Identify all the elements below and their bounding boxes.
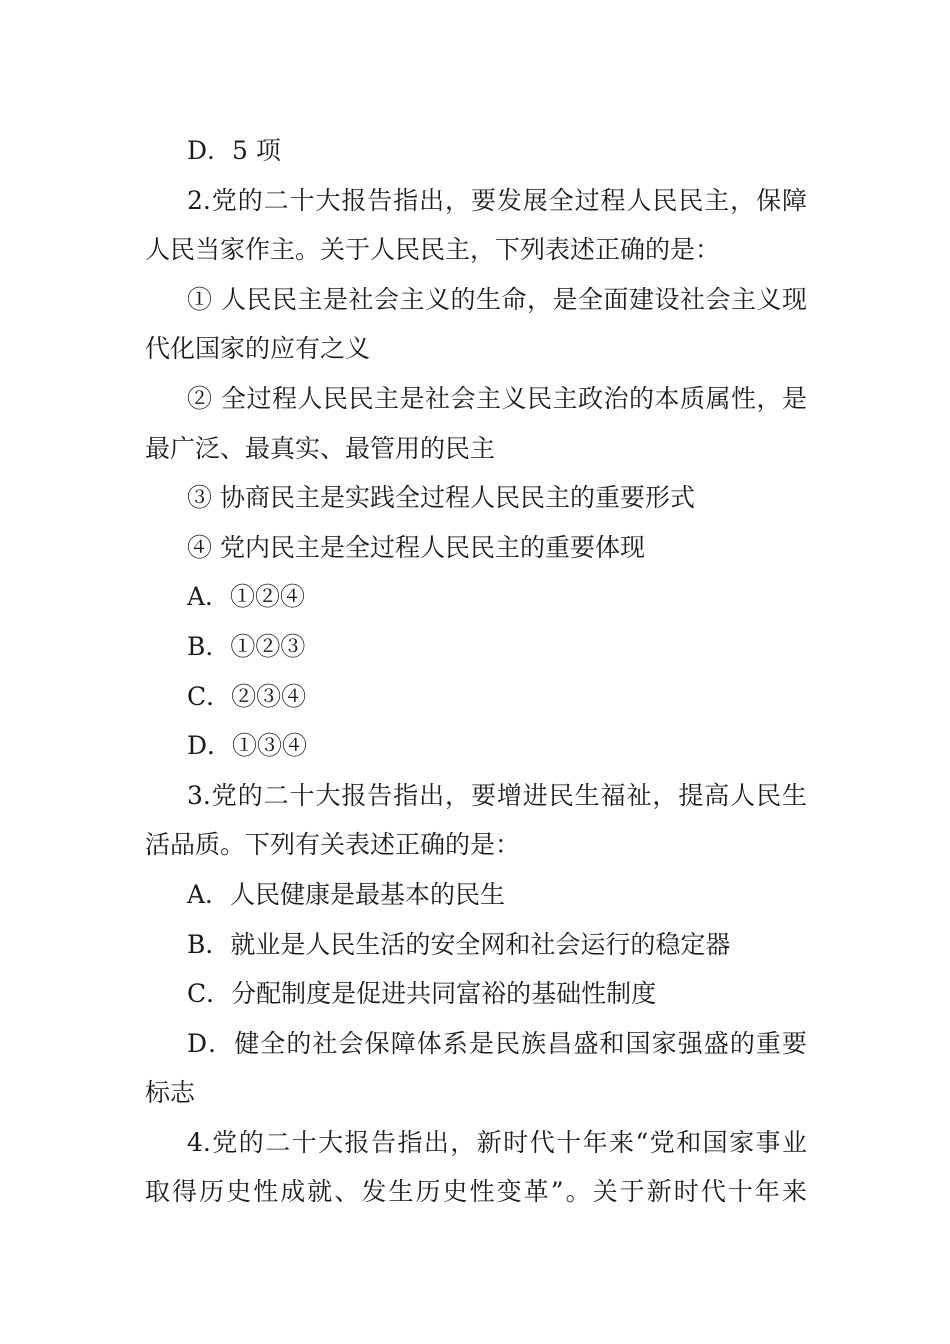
text-line: 人民当家作主。关于人民民主，下列表述正确的是： [145, 235, 721, 265]
text-line: D．①③④ [187, 731, 308, 761]
text-line: 3.党的二十大报告指出，要增进民生福祉，提高人民生 [187, 780, 807, 810]
text-line: ③ 协商民主是实践全过程人民民主的重要形式 [187, 483, 695, 513]
text-line: 取得历史性成就、发生历史性变革”。关于新时代十年来 [145, 1177, 807, 1207]
text-line: C．②③④ [187, 681, 307, 711]
text-line: 活品质。下列有关表述正确的是： [145, 830, 521, 860]
text-line: 代化国家的应有之义 [145, 334, 371, 364]
text-line: 4.党的二十大报告指出，新时代十年来“党和国家事业 [187, 1127, 807, 1157]
text-line: 标志 [145, 1078, 196, 1108]
text-line: ② 全过程人民民主是社会主义民主政治的本质属性，是 [187, 383, 807, 413]
text-line: D．5 项 [187, 136, 281, 165]
text-line: 2.党的二十大报告指出，要发展全过程人民民主，保障 [187, 185, 807, 215]
text-line: D．健全的社会保障体系是民族昌盛和国家强盛的重要 [187, 1028, 807, 1058]
document-body [145, 126, 807, 1217]
text-line: 最广泛、最真实、最管用的民主 [145, 433, 496, 463]
text-line: B．就业是人民生活的安全网和社会运行的稳定器 [187, 929, 731, 959]
text-line: A．人民健康是最基本的民生 [187, 879, 506, 909]
text-line: ① 人民民主是社会主义的生命，是全面建设社会主义现 [187, 284, 807, 314]
text-line: B．①②③ [187, 631, 306, 661]
text-line: ④ 党内民主是全过程人民民主的重要体现 [187, 532, 645, 562]
text-line: C．分配制度是促进共同富裕的基础性制度 [187, 979, 657, 1009]
text-line: A．①②④ [187, 582, 306, 612]
